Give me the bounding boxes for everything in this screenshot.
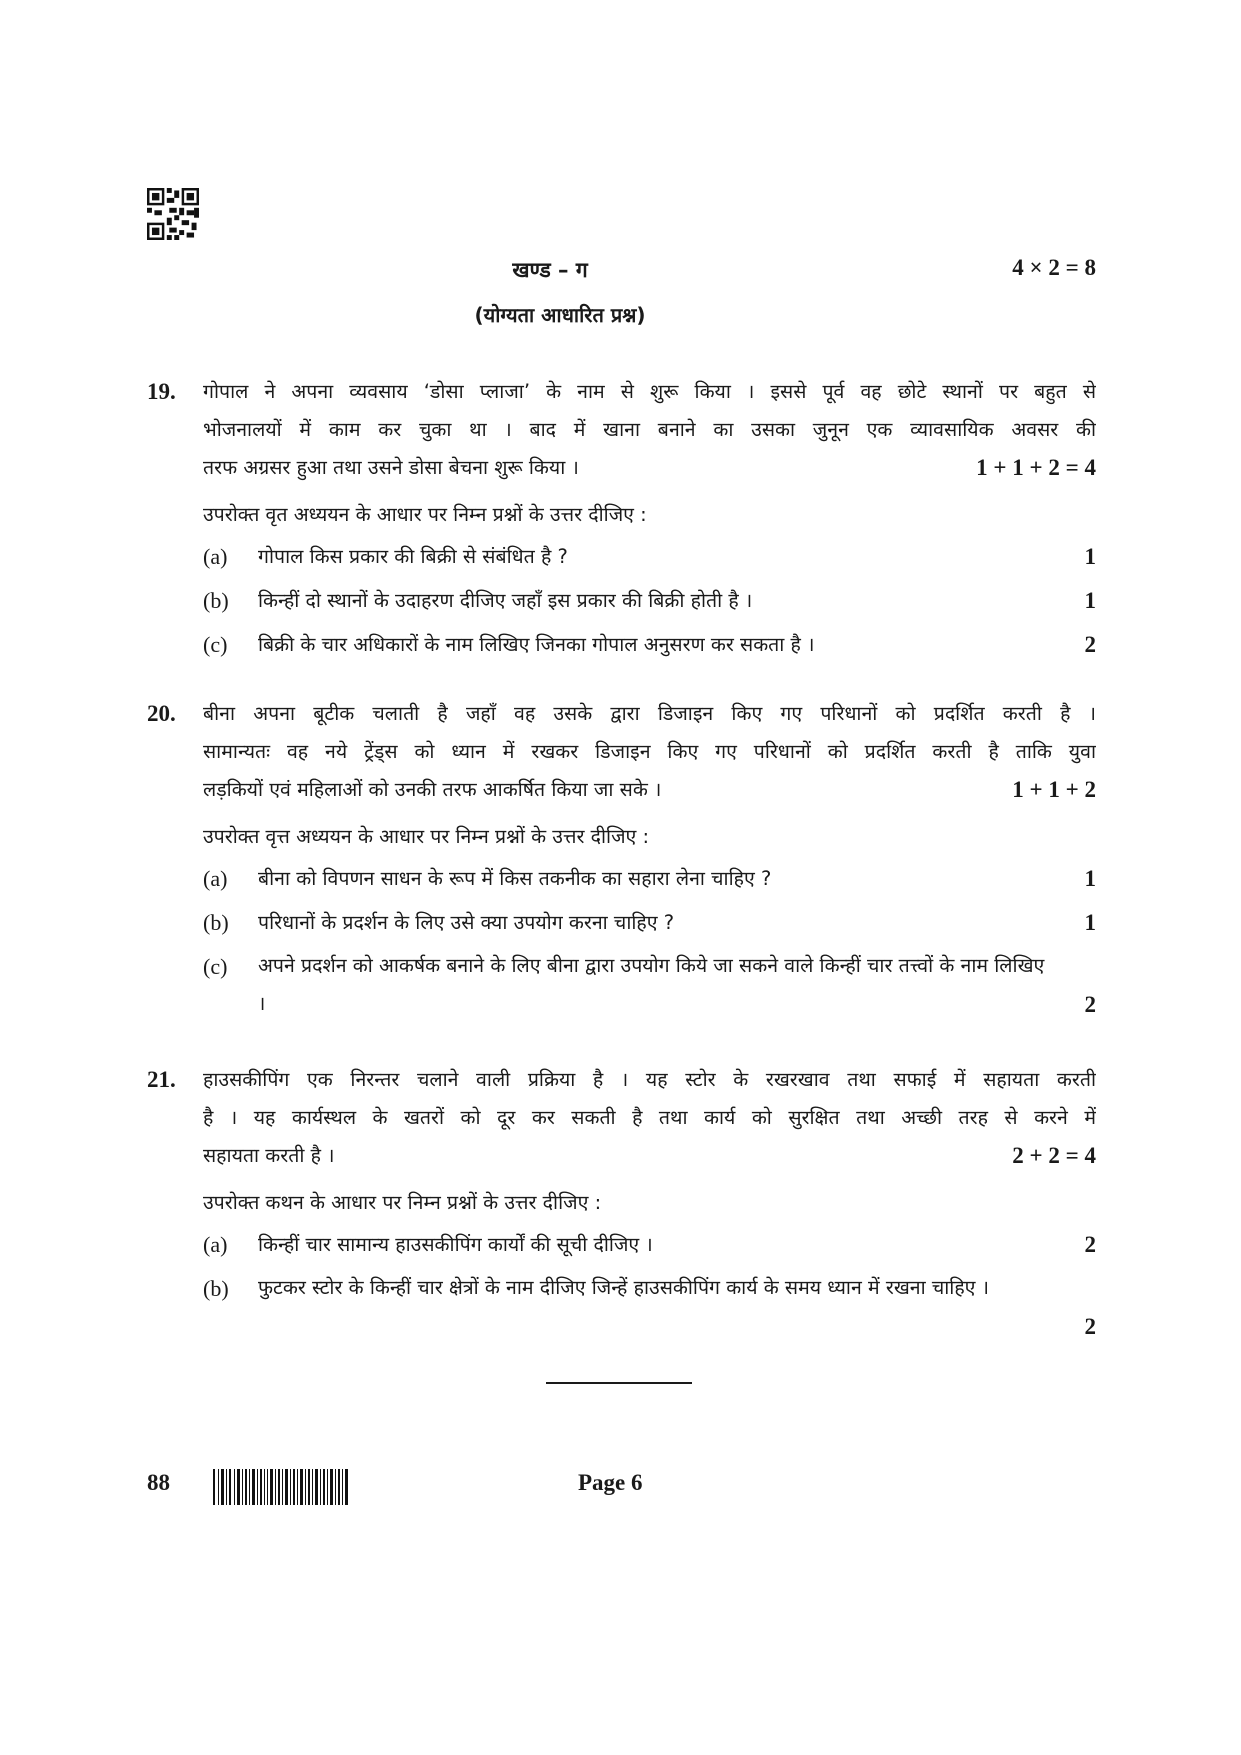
question-text-line: है । यह कार्यस्थल के खतरों को दूर कर सकती है तथा कार्य को सुरक्षित तथा अच्छी तरह से करने में bbox=[203, 1106, 1096, 1129]
sub-question-text: परिधानों के प्रदर्शन के लिए उसे क्या उपयोग करना चाहिए ? bbox=[258, 911, 675, 934]
sub-question-letter: (b) bbox=[203, 588, 229, 613]
question-instruction: उपरोक्त वृत अध्ययन के आधार पर निम्न प्रश्नों के उत्तर दीजिए : bbox=[203, 503, 647, 526]
question-marks: 1 + 1 + 2 bbox=[1012, 777, 1096, 802]
question-marks: 1 + 1 + 2 = 4 bbox=[976, 455, 1096, 480]
sub-question-marks: 1 bbox=[1084, 866, 1096, 891]
sub-question-letter: (b) bbox=[203, 910, 229, 935]
sub-question-marks: 1 bbox=[1084, 910, 1096, 935]
question-marks: 2 + 2 = 4 bbox=[1012, 1143, 1096, 1168]
sub-question-text: बिक्री के चार अधिकारों के नाम लिखिए जिनका गोपाल अनुसरण कर सकता है । bbox=[258, 633, 815, 656]
barcode-icon bbox=[213, 1469, 350, 1505]
page-number: Page 6 bbox=[578, 1470, 643, 1495]
sub-question-marks: 1 bbox=[1084, 588, 1096, 613]
question-text-line: सामान्यतः वह नये ट्रेंड्स को ध्यान में रखकर डिजाइन किए गए परिधानों को प्रदर्शित करती है ताकि युवा bbox=[203, 740, 1096, 763]
sub-question-letter: (c) bbox=[203, 632, 228, 657]
question-text-line bbox=[203, 449, 1096, 487]
question-number: 21. bbox=[147, 1067, 176, 1092]
question-instruction: उपरोक्त कथन के आधार पर निम्न प्रश्नों के उत्तर दीजिए : bbox=[203, 1191, 602, 1214]
question-text-line-content: लड़कियों एवं महिलाओं को उनकी तरफ आकर्षित किया जा सके । bbox=[203, 778, 662, 801]
sub-question bbox=[203, 945, 1096, 1029]
sub-question bbox=[203, 579, 1096, 623]
sub-question-letter: (c) bbox=[203, 954, 228, 979]
question-number: 19. bbox=[147, 379, 176, 404]
question-text-line: बीना अपना बूटीक चलाती है जहाँ वह उसके द्वारा डिजाइन किए गए परिधानों को प्रदर्शित करती है । bbox=[203, 702, 1096, 725]
sub-question-letter: (a) bbox=[203, 1232, 228, 1257]
sub-question-letter: (a) bbox=[203, 544, 228, 569]
question-text-line-content: तरफ अग्रसर हुआ तथा उसने डोसा बेचना शुरू किया । bbox=[203, 456, 579, 479]
qr-code-icon bbox=[147, 187, 199, 241]
sub-question-marks: 2 bbox=[1084, 1232, 1096, 1257]
end-divider bbox=[546, 1382, 692, 1384]
footer-paper-code: 88 bbox=[147, 1470, 170, 1495]
sub-question-marks: 1 bbox=[1084, 544, 1096, 569]
sub-question-text: अपने प्रदर्शन को आकर्षक बनाने के लिए बीना द्वारा उपयोग किये जा सकने वाले किन्हीं चार तत्त्वों के नाम लिखिए । bbox=[258, 954, 1045, 1015]
question-text-line-content: सहायता करती है । bbox=[203, 1144, 335, 1167]
sub-question-text: किन्हीं दो स्थानों के उदाहरण दीजिए जहाँ इस प्रकार की बिक्री होती है । bbox=[258, 589, 753, 612]
question-text-line: हाउसकीपिंग एक निरन्तर चलाने वाली प्रक्रिया है । यह स्टोर के रखरखाव तथा सफाई में सहायता करती bbox=[203, 1068, 1096, 1091]
sub-question-text: गोपाल किस प्रकार की बिक्री से संबंधित है ? bbox=[258, 545, 568, 568]
question-text-line bbox=[203, 1137, 1096, 1175]
question-19 bbox=[147, 373, 1096, 667]
sub-question bbox=[203, 623, 1096, 667]
sub-question bbox=[203, 535, 1096, 579]
sub-question-text: किन्हीं चार सामान्य हाउसकीपिंग कार्यों की सूची दीजिए । bbox=[258, 1233, 653, 1256]
sub-question bbox=[203, 857, 1096, 901]
section-marks: 4 × 2 = 8 bbox=[1012, 255, 1096, 280]
sub-question bbox=[203, 1267, 1096, 1351]
sub-question bbox=[203, 901, 1096, 945]
question-number: 20. bbox=[147, 701, 176, 726]
sub-question-marks: 2 bbox=[1084, 632, 1096, 657]
question-instruction: उपरोक्त वृत्त अध्ययन के आधार पर निम्न प्रश्नों के उत्तर दीजिए : bbox=[203, 825, 650, 848]
question-text-line: भोजनालयों में काम कर चुका था । बाद में खाना बनाने का उसका जुनून एक व्यावसायिक अवसर की bbox=[203, 418, 1096, 441]
question-text-line bbox=[203, 771, 1096, 809]
question-20 bbox=[147, 695, 1096, 1029]
sub-question-marks: 2 bbox=[1084, 1314, 1096, 1339]
question-21 bbox=[147, 1061, 1096, 1351]
sub-question-text: बीना को विपणन साधन के रूप में किस तकनीक का सहारा लेना चाहिए ? bbox=[258, 867, 772, 890]
sub-question-letter: (b) bbox=[203, 1276, 229, 1301]
sub-question bbox=[203, 1223, 1096, 1267]
section-subtitle: (योग्यता आधारित प्रश्न) bbox=[474, 303, 646, 327]
sub-question-text: फुटकर स्टोर के किन्हीं चार क्षेत्रों के नाम दीजिए जिन्हें हाउसकीपिंग कार्य के समय ध्यान में रखना चाहिए । bbox=[258, 1276, 990, 1299]
question-text-line: गोपाल ने अपना व्यवसाय ‘डोसा प्लाजा’ के नाम से शुरू किया । इससे पूर्व वह छोटे स्थानों पर बहुत से bbox=[203, 380, 1096, 403]
sub-question-letter: (a) bbox=[203, 866, 228, 891]
sub-question-marks: 2 bbox=[1084, 992, 1096, 1017]
section-title: खण्ड – ग bbox=[512, 258, 588, 282]
